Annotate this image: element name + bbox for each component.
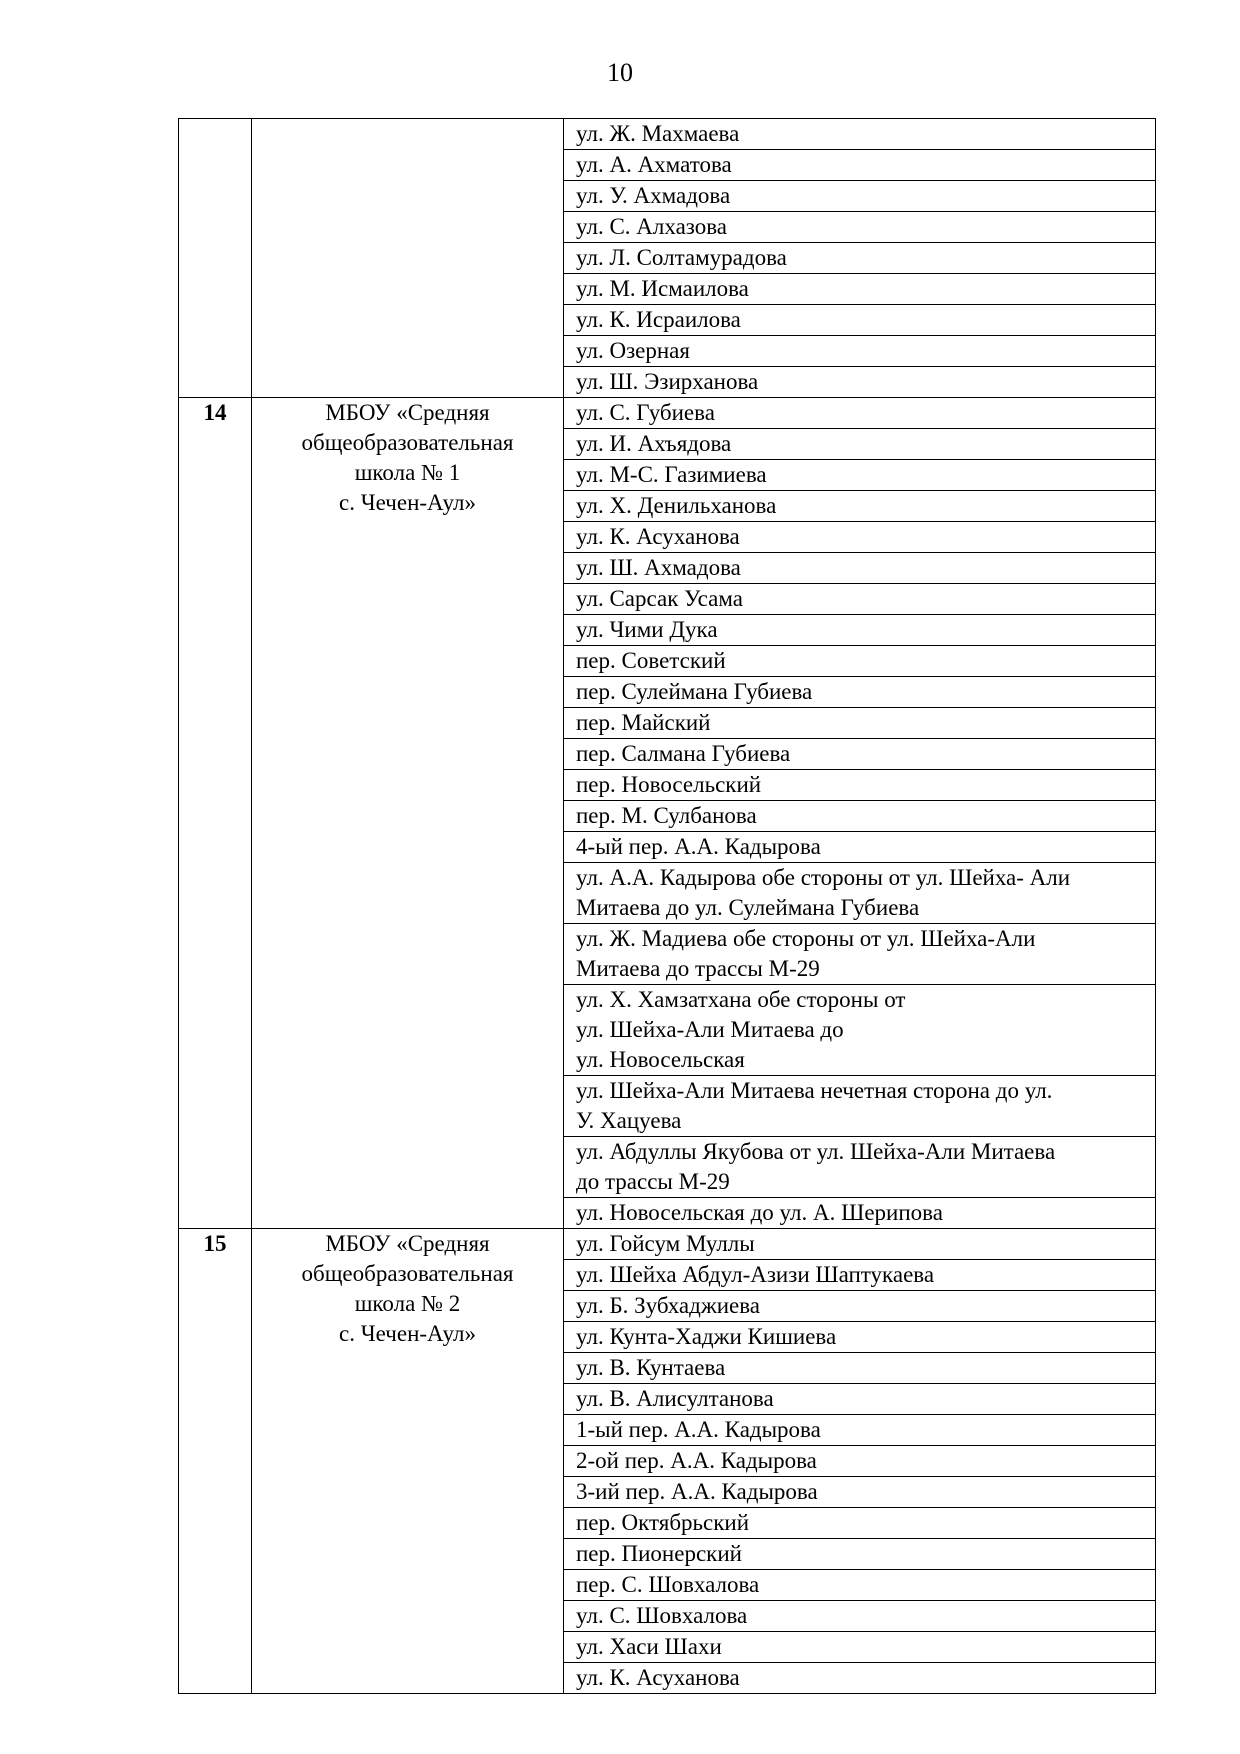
street-cell <box>564 770 1156 801</box>
street-cell <box>564 1663 1156 1694</box>
street-cell <box>564 181 1156 212</box>
school-number-cell: 15 <box>179 1229 252 1694</box>
street-cell <box>564 491 1156 522</box>
street-cell <box>564 1539 1156 1570</box>
street-line: У. Хацуева <box>576 1108 682 1133</box>
street-cell <box>564 243 1156 274</box>
street-cell <box>564 863 1156 924</box>
street-line: пер. С. Шовхалова <box>576 1572 760 1597</box>
street-line: ул. Шейха Абдул-Азизи Шаптукаева <box>576 1262 935 1287</box>
street-line: ул. Озерная <box>576 338 690 363</box>
street-line: ул. К. Исраилова <box>576 307 741 332</box>
street-line: пер. Пионерский <box>576 1541 742 1566</box>
street-cell <box>564 1508 1156 1539</box>
street-line: ул. Абдуллы Якубова от ул. Шейха-Али Митаева <box>576 1139 1056 1164</box>
street-line: ул. Ш. Ахмадова <box>576 555 741 580</box>
table-row <box>179 398 1156 429</box>
street-line: пер. Салмана Губиева <box>576 741 791 766</box>
street-cell <box>564 1198 1156 1229</box>
street-line: ул. Чими Дука <box>576 617 718 642</box>
school-name-line: с. Чечен-Аул» <box>339 1321 476 1346</box>
street-cell <box>564 1353 1156 1384</box>
street-cell <box>564 1384 1156 1415</box>
street-cell <box>564 336 1156 367</box>
street-cell <box>564 1446 1156 1477</box>
street-line: пер. Сулеймана Губиева <box>576 679 813 704</box>
school-name-cell <box>252 398 564 1229</box>
street-line: пер. М. Сулбанова <box>576 803 757 828</box>
street-line: 1-ый пер. А.А. Кадырова <box>576 1417 821 1442</box>
street-cell <box>564 522 1156 553</box>
street-line: ул. К. Асуханова <box>576 1665 740 1690</box>
street-line: ул. С. Алхазова <box>576 214 728 239</box>
street-line: ул. А.А. Кадырова обе стороны от ул. Шейха- Али <box>576 865 1071 890</box>
street-cell <box>564 985 1156 1076</box>
school-name-cell <box>252 119 564 398</box>
street-cell <box>564 1260 1156 1291</box>
street-line: ул. А. Ахматова <box>576 152 732 177</box>
street-line: ул. К. Асуханова <box>576 524 740 549</box>
street-line: ул. Ж. Махмаева <box>576 121 740 146</box>
street-cell <box>564 739 1156 770</box>
street-line: Митаева до трассы М-29 <box>576 956 820 981</box>
street-cell <box>564 553 1156 584</box>
street-line: ул. Л. Солтамурадова <box>576 245 787 270</box>
street-cell <box>564 119 1156 150</box>
street-line: Митаева до ул. Сулеймана Губиева <box>576 895 920 920</box>
street-cell <box>564 1570 1156 1601</box>
street-line: ул. Гойсум Муллы <box>576 1231 755 1256</box>
street-line: ул. М-С. Газимиева <box>576 462 767 487</box>
street-line: до трассы М-29 <box>576 1169 730 1194</box>
street-cell <box>564 367 1156 398</box>
street-cell <box>564 584 1156 615</box>
street-line: ул. Шейха-Али Митаева нечетная сторона до ул. <box>576 1078 1053 1103</box>
street-cell <box>564 1229 1156 1260</box>
street-line: ул. Б. Зубхаджиева <box>576 1293 760 1318</box>
street-line: ул. Новосельская до ул. А. Шерипова <box>576 1200 943 1225</box>
street-cell <box>564 615 1156 646</box>
school-name-line: с. Чечен-Аул» <box>339 490 476 515</box>
street-cell <box>564 429 1156 460</box>
street-cell <box>564 150 1156 181</box>
school-name-line: МБОУ «Средняя <box>325 1231 490 1256</box>
street-line: 3-ий пер. А.А. Кадырова <box>576 1479 818 1504</box>
school-name-line: школа № 1 <box>354 460 461 485</box>
street-line: ул. Х. Денильханова <box>576 493 777 518</box>
street-line: ул. Х. Хамзатхана обе стороны от <box>576 987 906 1012</box>
page-number: 10 <box>607 58 633 87</box>
street-cell <box>564 1415 1156 1446</box>
school-number-cell: 14 <box>179 398 252 1229</box>
school-name-line: общеобразовательная <box>301 1261 514 1286</box>
street-line: ул. Ж. Мадиева обе стороны от ул. Шейха-Али <box>576 926 1036 951</box>
street-line: ул. Сарсак Усама <box>576 586 743 611</box>
street-cell <box>564 1291 1156 1322</box>
street-line: пер. Майский <box>576 710 711 735</box>
street-line: ул. И. Ахъядова <box>576 431 732 456</box>
street-line: пер. Новосельский <box>576 772 762 797</box>
street-cell <box>564 1322 1156 1353</box>
street-line: ул. Шейха-Али Митаева до <box>576 1017 844 1042</box>
street-cell <box>564 1601 1156 1632</box>
street-cell <box>564 1632 1156 1663</box>
street-cell <box>564 274 1156 305</box>
street-cell <box>564 832 1156 863</box>
street-line: пер. Октябрьский <box>576 1510 750 1535</box>
street-line: ул. Кунта-Хаджи Кишиева <box>576 1324 837 1349</box>
street-cell <box>564 1076 1156 1137</box>
street-line: 2-ой пер. А.А. Кадырова <box>576 1448 817 1473</box>
street-line: ул. Хаси Шахи <box>576 1634 722 1659</box>
street-cell <box>564 708 1156 739</box>
street-cell <box>564 677 1156 708</box>
street-cell <box>564 924 1156 985</box>
street-cell <box>564 460 1156 491</box>
table-row <box>179 119 1156 150</box>
school-number-cell <box>179 119 252 398</box>
street-line: ул. Ш. Эзирханова <box>576 369 759 394</box>
street-line: ул. С. Шовхалова <box>576 1603 748 1628</box>
street-line: ул. М. Исмаилова <box>576 276 749 301</box>
street-cell <box>564 398 1156 429</box>
school-name-cell <box>252 1229 564 1694</box>
school-name-line: МБОУ «Средняя <box>325 400 490 425</box>
street-cell <box>564 212 1156 243</box>
street-cell <box>564 1137 1156 1198</box>
street-line: ул. В. Алисултанова <box>576 1386 774 1411</box>
street-cell <box>564 646 1156 677</box>
street-line: пер. Советский <box>576 648 726 673</box>
street-cell <box>564 801 1156 832</box>
street-line: ул. Новосельская <box>576 1047 745 1072</box>
district-streets-table <box>178 118 1156 1694</box>
street-line: ул. С. Губиева <box>576 400 715 425</box>
street-line: 4-ый пер. А.А. Кадырова <box>576 834 821 859</box>
street-line: ул. В. Кунтаева <box>576 1355 726 1380</box>
street-cell <box>564 1477 1156 1508</box>
school-name-line: общеобразовательная <box>301 430 514 455</box>
school-name-line: школа № 2 <box>354 1291 461 1316</box>
street-line: ул. У. Ахмадова <box>576 183 731 208</box>
table-row <box>179 1229 1156 1260</box>
street-cell <box>564 305 1156 336</box>
